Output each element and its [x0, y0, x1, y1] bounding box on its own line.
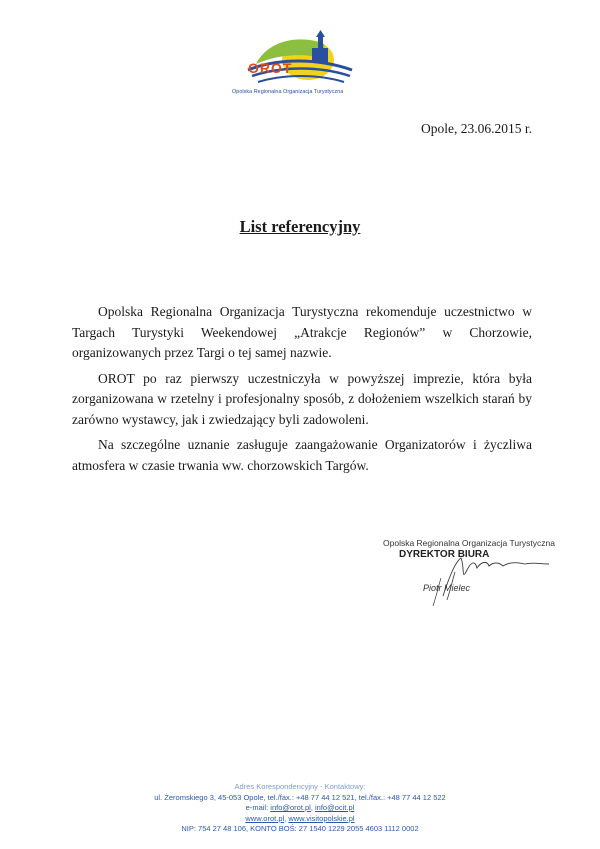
paragraph-2: OROT po raz pierwszy uczestniczyła w powyższej imprezie, która była zorganizowana w rzetelny i profesjonalny sposób, z dołożeniem wszelkich starań by zarówno wystawcy, jak i zwiedzający byli zadowoleni. [72, 370, 532, 427]
stamp-organization: Opolska Regionalna Organizacja Turystyczna [383, 538, 555, 548]
footer-email-line: e-mail: info@orot.pl, info@ocit.pl [245, 803, 355, 812]
footer-heading: Adres Korespondencyjny - Kontaktowy: [234, 782, 366, 791]
signature-block [383, 538, 553, 608]
paragraph-3: Na szczególne uznanie zasługuje zaangażowanie Organizatorów i życzliwa atmosfera w czasie trwania ww. chorzowskich Targów. [72, 437, 532, 473]
signatory-name: Piotr Mielec [423, 583, 471, 593]
orot-logo-icon [238, 30, 358, 88]
email-label: e-mail: [245, 803, 269, 812]
letter-title: List referencyjny [239, 217, 361, 236]
paragraph-1: Opolska Regionalna Organizacja Turystyczna rekomenduje uczestnictwo w Targach Turystyki Weekendowej „Atrakcje Regionów” w Chorzowie, organizowanych przez Targi o tej samej nazwie. [72, 304, 532, 360]
letter-body [72, 302, 532, 481]
letter-date: Opole, 23.06.2015 r. [421, 121, 532, 136]
web-link-visitopolskie[interactable]: www.visitopolskie.pl [288, 813, 355, 823]
footer-web-line: www.orot.pl, www.visitopolskie.pl [245, 813, 355, 823]
handwritten-signature-icon [403, 548, 553, 608]
signatory-role: DYREKTOR BIURA [399, 549, 490, 560]
orot-logo [230, 30, 370, 100]
logo-subtitle: Opolska Regionalna Organizacja Turystyczna [232, 89, 344, 95]
email-link-orot[interactable]: info@orot.pl [270, 803, 311, 812]
email-link-ocit[interactable]: info@ocit.pl [315, 803, 355, 812]
footer-address: ul. Żeromskiego 3, 45-053 Opole, tel./fax.: +48 77 44 12 521, tel./fax.: +48 77 44 12 522 [154, 792, 446, 802]
footer-contact [0, 782, 600, 835]
logo-text: OROT [248, 60, 293, 76]
footer-registry: NIP: 754 27 48 106, KONTO BOŚ: 27 1540 1229 2055 4603 1112 0002 [181, 824, 419, 833]
web-link-orot[interactable]: www.orot.pl [245, 813, 285, 823]
